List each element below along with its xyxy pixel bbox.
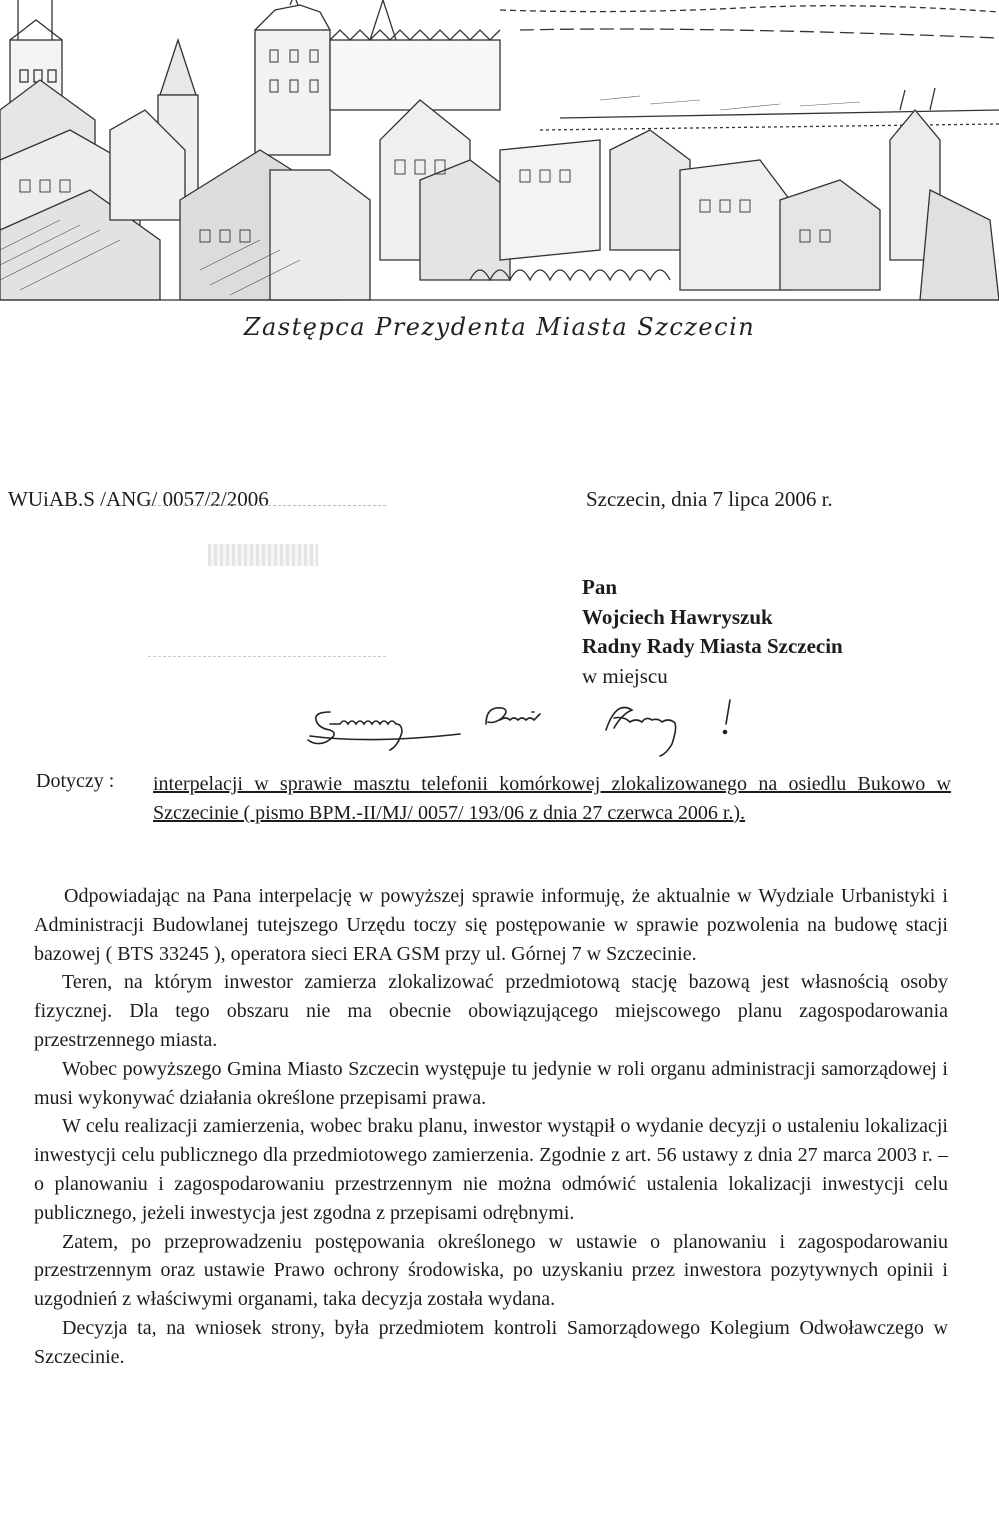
paragraph-2: Teren, na którym inwestor zamierza zlokalizować przedmiotową stację bazową jest własnością osoby fizycznej. Dla tego obszaru nie ma obecnie obowiązującego miejscowego planu zagospodarowania przestrzennego miasta.: [34, 971, 948, 1051]
place-and-date: Szczecin, dnia 7 lipca 2006 r.: [586, 487, 833, 511]
paragraph-1: Odpowiadając na Pana interpelację w powyższej sprawie informuję, że aktualnie w Wydziale Urbanistyki i Administracji Budowlanej tutejszego Urzędu toczy się postępowanie w sprawie pozwolenia na budowę stacji bazowej ( BTS 33245 ), operatora sieci ERA GSM przy ul. Górnej 7 w Szczecinie.: [34, 885, 948, 965]
paragraph-3: Wobec powyższego Gmina Miasto Szczecin występuje tu jedynie w roli organu administracji samorządowej i musi wykonywać działania określone przepisami prawa.: [34, 1057, 948, 1109]
recipient-location: w miejscu: [582, 663, 668, 688]
recipient-block: [582, 573, 843, 691]
reference-number: WUiAB.S /ANG/ 0057/2/2006: [8, 487, 269, 511]
recipient-name: Wojciech Hawryszuk: [582, 604, 773, 629]
stamp-impression: [208, 544, 318, 566]
paragraph-5: Zatem, po przeprowadzeniu postępowania określonego w ustawie o planowaniu i zagospodarowaniu przestrzennym oraz ustawie Prawo ochrony środowiska, po uzyskaniu przez inwestora pozytywnych opinii i uzgodnień z właściwymi organami, taka decyzja została wydana.: [34, 1230, 948, 1311]
recipient-salutation: Pan: [582, 575, 618, 599]
letterhead-title: Zastępca Prezydenta Miasta Szczecin: [243, 313, 756, 341]
paragraph-4: W celu realizacji zamierzenia, wobec braku planu, inwestor wystąpił o wydanie decyzji o ustaleniu lokalizacji inwestycji celu publicznego dla przedmiotowego zamierzenia. Zgodnie z art. 56 ustawy z dnia 27 marca 2003 r. – o planowaniu i zagospodarowaniu przestrzennym nie można odmówić ustalenia lokalizacji inwestycji celu publicznego, jeżeli inwestycja jest zgodna z przepisami odrębnymi.: [34, 1115, 948, 1224]
recipient-role: Radny Rady Miasta Szczecin: [582, 634, 843, 658]
paragraph-6: Decyzja ta, na wniosek strony, była przedmiotem kontroli Samorządowego Kolegium Odwoławczego w Szczecinie.: [34, 1316, 948, 1368]
subject-text: interpelacji w sprawie masztu telefonii komórkowej zlokalizowanego na osiedlu Bukowo w Szczecinie ( pismo BPM.-II/MJ/ 0057/ 193/06 z dnia 27 czerwca 2006 r.).: [153, 773, 951, 824]
faint-stamp: [148, 505, 386, 657]
handwritten-greeting: [300, 690, 780, 760]
city-panorama-illustration: [0, 0, 999, 305]
letter-body: [34, 882, 948, 1372]
subject-label: Dotyczy :: [36, 770, 115, 792]
